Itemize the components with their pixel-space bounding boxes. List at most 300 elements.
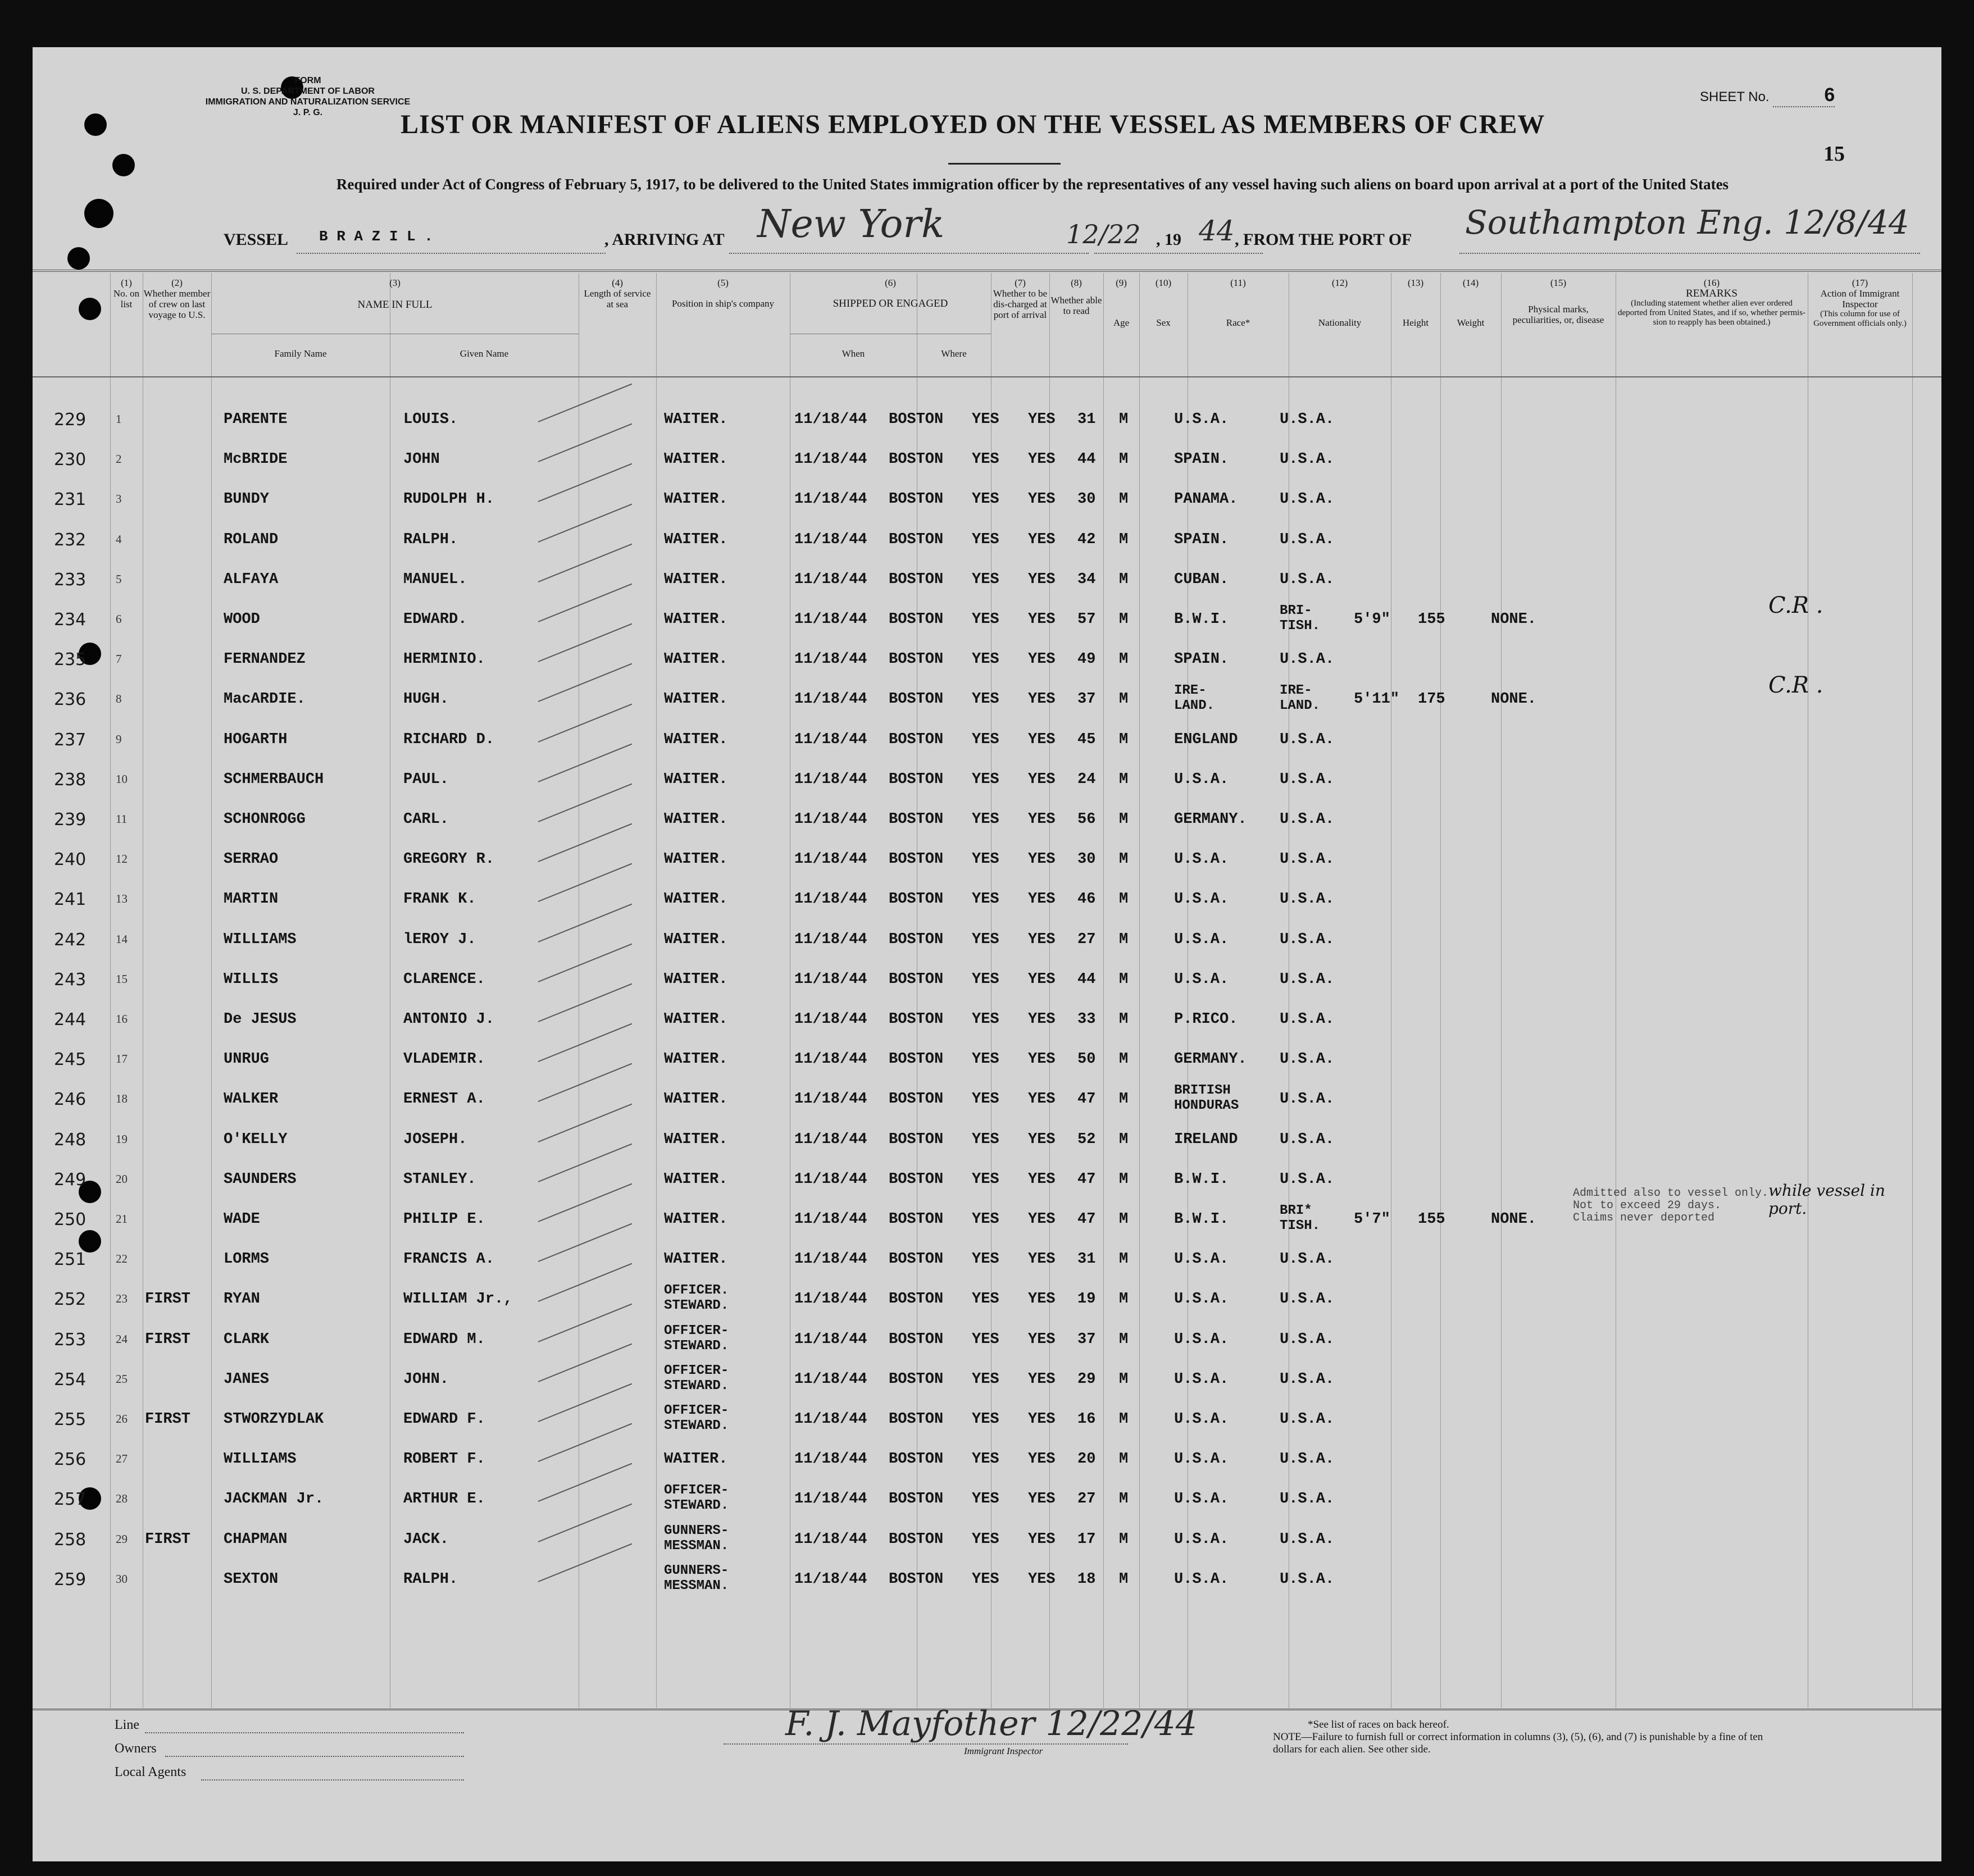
weight: 155	[1418, 611, 1445, 628]
table-row	[33, 1181, 1941, 1238]
list-number: 23	[116, 1292, 128, 1306]
position: OFFICER- STEWARD.	[664, 1363, 729, 1394]
family-name: MacARDIE.	[224, 691, 306, 708]
col-remarks-title: REMARKS	[1686, 288, 1738, 299]
family-name: SERRAO	[224, 851, 279, 868]
line-number: 255	[54, 1410, 87, 1429]
col-num-2: (2)	[171, 277, 183, 288]
shipped-where: BOSTON	[889, 1131, 944, 1148]
nationality: U.S.A.	[1280, 891, 1335, 908]
sex: M	[1119, 451, 1129, 468]
race: U.S.A.	[1174, 1491, 1229, 1508]
arriving-label: , ARRIVING AT	[604, 230, 725, 249]
age: 47	[1077, 1171, 1096, 1188]
discharge-flag: YES	[972, 1091, 999, 1108]
read-flag: YES	[1028, 931, 1056, 948]
position: WAITER.	[664, 811, 728, 828]
given-name: PAUL.	[403, 771, 449, 788]
age: 56	[1077, 811, 1096, 828]
col-sex: Sex	[1156, 317, 1171, 328]
table-row	[33, 639, 1941, 678]
family-name: JANES	[224, 1370, 270, 1388]
line-number: 252	[54, 1290, 87, 1310]
list-number: 22	[116, 1252, 128, 1266]
list-number: 3	[116, 492, 122, 506]
given-name: RUDOLPH H.	[403, 491, 495, 508]
col-where: Where	[941, 348, 967, 359]
discharge-flag: YES	[972, 451, 999, 468]
table-row	[33, 1119, 1941, 1158]
nationality: U.S.A.	[1280, 1411, 1335, 1428]
family-name: WILLIS	[224, 971, 279, 988]
read-flag: YES	[1028, 1531, 1056, 1548]
list-number: 10	[116, 772, 128, 786]
shipped-where: BOSTON	[889, 411, 944, 428]
race: U.S.A.	[1174, 1531, 1229, 1548]
race: U.S.A.	[1174, 771, 1229, 788]
line-number: 245	[54, 1050, 87, 1070]
position: WAITER.	[664, 491, 728, 508]
nationality: U.S.A.	[1280, 1491, 1335, 1508]
table-row	[33, 1478, 1941, 1518]
given-name: JOSEPH.	[403, 1131, 467, 1148]
position: WAITER.	[664, 1131, 728, 1148]
col-length-service: Length of service at sea	[584, 288, 651, 309]
read-flag: YES	[1028, 891, 1056, 908]
list-number: 15	[116, 972, 128, 986]
age: 34	[1077, 571, 1096, 588]
page-number: 15	[1823, 142, 1845, 166]
discharge-flag: YES	[972, 1370, 999, 1388]
race: U.S.A.	[1174, 1570, 1229, 1588]
position: OFFICER- STEWARD.	[664, 1323, 729, 1354]
shipped-where: BOSTON	[889, 1531, 944, 1548]
col-remarks-body: (Including statement whether alien ever ordered deported from United States, and if so, whether permis-sion to reapply has been obtained.)	[1617, 299, 1806, 327]
nationality: U.S.A.	[1280, 1331, 1335, 1348]
col-num-11: (11)	[1230, 277, 1246, 288]
shipped-where: BOSTON	[889, 611, 944, 628]
position: WAITER.	[664, 891, 728, 908]
shipped-when: 11/18/44	[794, 1251, 867, 1268]
shipped-when: 11/18/44	[794, 1171, 867, 1188]
list-number: 14	[116, 932, 128, 946]
line-number: 258	[54, 1529, 87, 1550]
line-number: 236	[54, 690, 87, 710]
age: 49	[1077, 651, 1096, 668]
position: WAITER.	[664, 571, 728, 588]
given-name: FRANK K.	[403, 891, 476, 908]
sex: M	[1119, 1370, 1129, 1388]
year-suffix: 44	[1199, 215, 1235, 247]
position: WAITER.	[664, 411, 728, 428]
nationality: U.S.A.	[1280, 651, 1335, 668]
age: 17	[1077, 1531, 1096, 1548]
nationality: U.S.A.	[1280, 811, 1335, 828]
family-name: UNRUG	[224, 1051, 270, 1068]
discharge-flag: YES	[972, 1171, 999, 1188]
nationality: U.S.A.	[1280, 971, 1335, 988]
shipped-when: 11/18/44	[794, 691, 867, 708]
col-family-name: Family Name	[274, 348, 327, 359]
inspector-label: Immigrant Inspector	[964, 1746, 1043, 1756]
table-row	[33, 593, 1941, 638]
read-flag: YES	[1028, 971, 1056, 988]
given-name: EDWARD.	[403, 611, 467, 628]
read-flag: YES	[1028, 1491, 1056, 1508]
vessel-label: VESSEL	[224, 230, 289, 249]
line-number: 231	[54, 490, 87, 510]
race: B.W.I.	[1174, 611, 1229, 628]
race: SPAIN.	[1174, 531, 1229, 548]
family-name: WADE	[224, 1211, 260, 1228]
family-name: McBRIDE	[224, 451, 288, 468]
list-number: 24	[116, 1332, 128, 1346]
col-when: When	[842, 348, 865, 359]
shipped-when: 11/18/44	[794, 1211, 867, 1228]
sex: M	[1119, 1011, 1129, 1028]
col-weight: Weight	[1457, 317, 1485, 328]
discharge-flag: YES	[972, 1411, 999, 1428]
position: WAITER.	[664, 691, 728, 708]
read-flag: YES	[1028, 1131, 1056, 1148]
table-row	[33, 672, 1941, 718]
shipped-when: 11/18/44	[794, 1091, 867, 1108]
list-number: 8	[116, 692, 122, 706]
shipped-where: BOSTON	[889, 811, 944, 828]
family-name: SCHONROGG	[224, 811, 306, 828]
discharge-flag: YES	[972, 611, 999, 628]
shipped-when: 11/18/44	[794, 771, 867, 788]
line-number: 250	[54, 1210, 87, 1230]
shipped-where: BOSTON	[889, 891, 944, 908]
line-number: 257	[54, 1490, 87, 1510]
read-flag: YES	[1028, 731, 1056, 748]
crew-status: FIRST	[145, 1331, 191, 1348]
col-name-in-full: NAME IN FULL	[357, 299, 433, 311]
family-name: O'KELLY	[224, 1131, 288, 1148]
list-number: 16	[116, 1012, 128, 1026]
service-checkmark	[538, 384, 633, 422]
list-number: 12	[116, 852, 128, 866]
shipped-where: BOSTON	[889, 851, 944, 868]
col-position: Position in ship's company	[671, 298, 775, 309]
shipped-where: BOSTON	[889, 1051, 944, 1068]
given-name: CARL.	[403, 811, 449, 828]
list-number: 11	[116, 812, 128, 826]
age: 27	[1077, 1491, 1096, 1508]
family-name: WOOD	[224, 611, 260, 628]
given-name: RALPH.	[403, 1570, 458, 1588]
read-flag: YES	[1028, 811, 1056, 828]
physical-marks: NONE.	[1491, 1211, 1537, 1228]
list-number: 1	[116, 412, 122, 426]
shipped-when: 11/18/44	[794, 1331, 867, 1348]
shipped-when: 11/18/44	[794, 1051, 867, 1068]
sex: M	[1119, 1570, 1129, 1588]
shipped-when: 11/18/44	[794, 851, 867, 868]
given-name: GREGORY R.	[403, 851, 495, 868]
table-row	[33, 1519, 1941, 1558]
table-row	[33, 999, 1941, 1038]
shipped-where: BOSTON	[889, 931, 944, 948]
sex: M	[1119, 971, 1129, 988]
crew-status: FIRST	[145, 1531, 191, 1548]
family-name: STWORZYDLAK	[224, 1411, 324, 1428]
shipped-where: BOSTON	[889, 1011, 944, 1028]
col-num-3: (3)	[389, 277, 401, 288]
shipped-when: 11/18/44	[794, 1451, 867, 1468]
line-number: 246	[54, 1090, 87, 1110]
list-number: 25	[116, 1372, 128, 1386]
weight: 155	[1418, 1211, 1445, 1228]
table-row	[33, 1039, 1941, 1078]
line-number: 256	[54, 1450, 87, 1470]
discharge-flag: YES	[972, 691, 999, 708]
age: 24	[1077, 771, 1096, 788]
sex: M	[1119, 1411, 1129, 1428]
family-name: JACKMAN Jr.	[224, 1491, 324, 1508]
discharge-flag: YES	[972, 1451, 999, 1468]
position: WAITER.	[664, 931, 728, 948]
sex: M	[1119, 1291, 1129, 1308]
nationality: BRI* TISH.	[1280, 1203, 1321, 1233]
line-number: 233	[54, 570, 87, 590]
family-name: SAUNDERS	[224, 1171, 297, 1188]
family-name: ALFAYA	[224, 571, 279, 588]
read-flag: YES	[1028, 1411, 1056, 1428]
given-name: lEROY J.	[403, 931, 476, 948]
given-name: JACK.	[403, 1531, 449, 1548]
discharge-flag: YES	[972, 1211, 999, 1228]
read-flag: YES	[1028, 1251, 1056, 1268]
given-name: VLADEMIR.	[403, 1051, 485, 1068]
col-discharged: Whether to be dis-charged at port of arrival	[993, 288, 1048, 320]
nationality: U.S.A.	[1280, 491, 1335, 508]
physical-marks: NONE.	[1491, 611, 1537, 628]
agents-label: Local Agents	[115, 1765, 187, 1779]
discharge-flag: YES	[972, 851, 999, 868]
position: WAITER.	[664, 1051, 728, 1068]
sex: M	[1119, 891, 1129, 908]
family-name: ROLAND	[224, 531, 279, 548]
race: U.S.A.	[1174, 1370, 1229, 1388]
discharge-flag: YES	[972, 531, 999, 548]
sheet-number	[1700, 84, 1835, 107]
race: GERMANY.	[1174, 811, 1247, 828]
given-name: ANTONIO J.	[403, 1011, 495, 1028]
read-flag: YES	[1028, 1011, 1056, 1028]
family-name: PARENTE	[224, 411, 288, 428]
shipped-where: BOSTON	[889, 1570, 944, 1588]
department-name: U. S. DEPARTMENT OF LABOR	[241, 86, 375, 96]
shipped-where: BOSTON	[889, 451, 944, 468]
col-height: Height	[1402, 317, 1429, 328]
age: 37	[1077, 691, 1096, 708]
read-flag: YES	[1028, 771, 1056, 788]
col-action-title: Action of Immigrant Inspector	[1820, 288, 1900, 309]
sex: M	[1119, 1051, 1129, 1068]
col-num-10: (10)	[1155, 277, 1172, 288]
age: 47	[1077, 1091, 1096, 1108]
sex: M	[1119, 1451, 1129, 1468]
discharge-flag: YES	[972, 1331, 999, 1348]
nationality: U.S.A.	[1280, 731, 1335, 748]
list-number: 26	[116, 1412, 128, 1426]
age: 33	[1077, 1011, 1096, 1028]
shipped-where: BOSTON	[889, 1211, 944, 1228]
shipped-when: 11/18/44	[794, 491, 867, 508]
age: 47	[1077, 1211, 1096, 1228]
shipped-where: BOSTON	[889, 571, 944, 588]
nationality: IRE- LAND.	[1280, 683, 1321, 714]
given-name: FRANCIS A.	[403, 1251, 495, 1268]
line-number: 259	[54, 1569, 87, 1590]
discharge-flag: YES	[972, 571, 999, 588]
age: 27	[1077, 931, 1096, 948]
position: WAITER.	[664, 611, 728, 628]
read-flag: YES	[1028, 1370, 1056, 1388]
table-row	[33, 1399, 1941, 1438]
position: WAITER.	[664, 1251, 728, 1268]
discharge-flag: YES	[972, 1131, 999, 1148]
given-name: JOHN.	[403, 1370, 449, 1388]
shipped-where: BOSTON	[889, 731, 944, 748]
table-row	[33, 1319, 1941, 1358]
shipped-where: BOSTON	[889, 1291, 944, 1308]
page-title: LIST OR MANIFEST OF ALIENS EMPLOYED ON THE VESSEL AS MEMBERS OF CREW	[401, 110, 1545, 139]
family-name: FERNANDEZ	[224, 651, 306, 668]
sex: M	[1119, 1251, 1129, 1268]
shipped-when: 11/18/44	[794, 651, 867, 668]
line-number: 249	[54, 1169, 87, 1190]
nationality: U.S.A.	[1280, 1570, 1335, 1588]
col-num-1: (1)	[121, 277, 132, 288]
col-num-15: (15)	[1550, 277, 1567, 288]
race: U.S.A.	[1174, 971, 1229, 988]
given-name: STANLEY.	[403, 1171, 476, 1188]
read-flag: YES	[1028, 531, 1056, 548]
inspector-action: while vessel in port.	[1768, 1181, 1885, 1218]
position: WAITER.	[664, 451, 728, 468]
height: 5'9"	[1354, 611, 1390, 628]
discharge-flag: YES	[972, 1531, 999, 1548]
sex: M	[1119, 1211, 1129, 1228]
family-name: WALKER	[224, 1091, 279, 1108]
sex: M	[1119, 691, 1129, 708]
shipped-when: 11/18/44	[794, 451, 867, 468]
family-name: HOGARTH	[224, 731, 288, 748]
from-label: , FROM THE PORT OF	[1235, 230, 1412, 249]
read-flag: YES	[1028, 1171, 1056, 1188]
table-row	[33, 799, 1941, 838]
nationality: U.S.A.	[1280, 1091, 1335, 1108]
given-name: ERNEST A.	[403, 1091, 485, 1108]
shipped-when: 11/18/44	[794, 891, 867, 908]
shipped-when: 11/18/44	[794, 1570, 867, 1588]
read-flag: YES	[1028, 1091, 1056, 1108]
family-name: RYAN	[224, 1291, 260, 1308]
shipped-where: BOSTON	[889, 1491, 944, 1508]
sex: M	[1119, 851, 1129, 868]
race: SPAIN.	[1174, 651, 1229, 668]
shipped-where: BOSTON	[889, 1451, 944, 1468]
discharge-flag: YES	[972, 891, 999, 908]
list-number: 19	[116, 1132, 128, 1146]
sex: M	[1119, 771, 1129, 788]
height: 5'11"	[1354, 691, 1400, 708]
list-number: 4	[116, 532, 122, 546]
sex: M	[1119, 531, 1129, 548]
remarks: Admitted also to vessel only. Not to exceed 29 days. Claims never deported	[1573, 1187, 1769, 1224]
shipped-when: 11/18/44	[794, 1131, 867, 1148]
col-num-17: (17)	[1852, 277, 1868, 288]
shipped-where: BOSTON	[889, 531, 944, 548]
position: WAITER.	[664, 851, 728, 868]
sex: M	[1119, 571, 1129, 588]
table-row	[33, 719, 1941, 758]
position: WAITER.	[664, 1211, 728, 1228]
race: P.RICO.	[1174, 1011, 1238, 1028]
family-name: SEXTON	[224, 1570, 279, 1588]
position: WAITER.	[664, 531, 728, 548]
sheet-label: SHEET No.	[1700, 89, 1770, 104]
col-nationality: Nationality	[1318, 317, 1362, 328]
line-number: 239	[54, 810, 87, 830]
col-num-13: (13)	[1407, 277, 1424, 288]
shipped-when: 11/18/44	[794, 411, 867, 428]
age: 37	[1077, 1331, 1096, 1348]
read-flag: YES	[1028, 611, 1056, 628]
position: WAITER.	[664, 971, 728, 988]
line-number: 248	[54, 1130, 87, 1150]
shipped-when: 11/18/44	[794, 531, 867, 548]
arrival-date: 12/22	[1066, 219, 1141, 249]
nationality: U.S.A.	[1280, 1051, 1335, 1068]
race: IRELAND	[1174, 1131, 1238, 1148]
race: U.S.A.	[1174, 1251, 1229, 1268]
sex: M	[1119, 811, 1129, 828]
height: 5'7"	[1354, 1211, 1390, 1228]
read-flag: YES	[1028, 411, 1056, 428]
shipped-where: BOSTON	[889, 771, 944, 788]
table-row	[33, 1278, 1941, 1318]
age: 18	[1077, 1570, 1096, 1588]
race: U.S.A.	[1174, 891, 1229, 908]
given-name: MANUEL.	[403, 571, 467, 588]
shipped-where: BOSTON	[889, 1171, 944, 1188]
family-name: LORMS	[224, 1251, 270, 1268]
table-row	[33, 919, 1941, 958]
given-name: CLARENCE.	[403, 971, 485, 988]
list-number: 21	[116, 1212, 128, 1226]
table-row	[33, 1238, 1941, 1278]
age: 30	[1077, 491, 1096, 508]
line-number: 229	[54, 410, 87, 430]
line-number: 230	[54, 450, 87, 470]
given-name: EDWARD F.	[403, 1411, 485, 1428]
nationality: U.S.A.	[1280, 1291, 1335, 1308]
race: SPAIN.	[1174, 451, 1229, 468]
line-label: Line	[115, 1718, 139, 1732]
col-crew-member: Whether member of crew on last voyage to U.S.	[143, 288, 211, 320]
shipped-when: 11/18/44	[794, 1411, 867, 1428]
shipped-when: 11/18/44	[794, 731, 867, 748]
family-name: SCHMERBAUCH	[224, 771, 324, 788]
form-word: FORM	[294, 76, 321, 85]
race: IRE- LAND.	[1174, 683, 1215, 714]
race: B.W.I.	[1174, 1211, 1229, 1228]
sex: M	[1119, 1331, 1129, 1348]
